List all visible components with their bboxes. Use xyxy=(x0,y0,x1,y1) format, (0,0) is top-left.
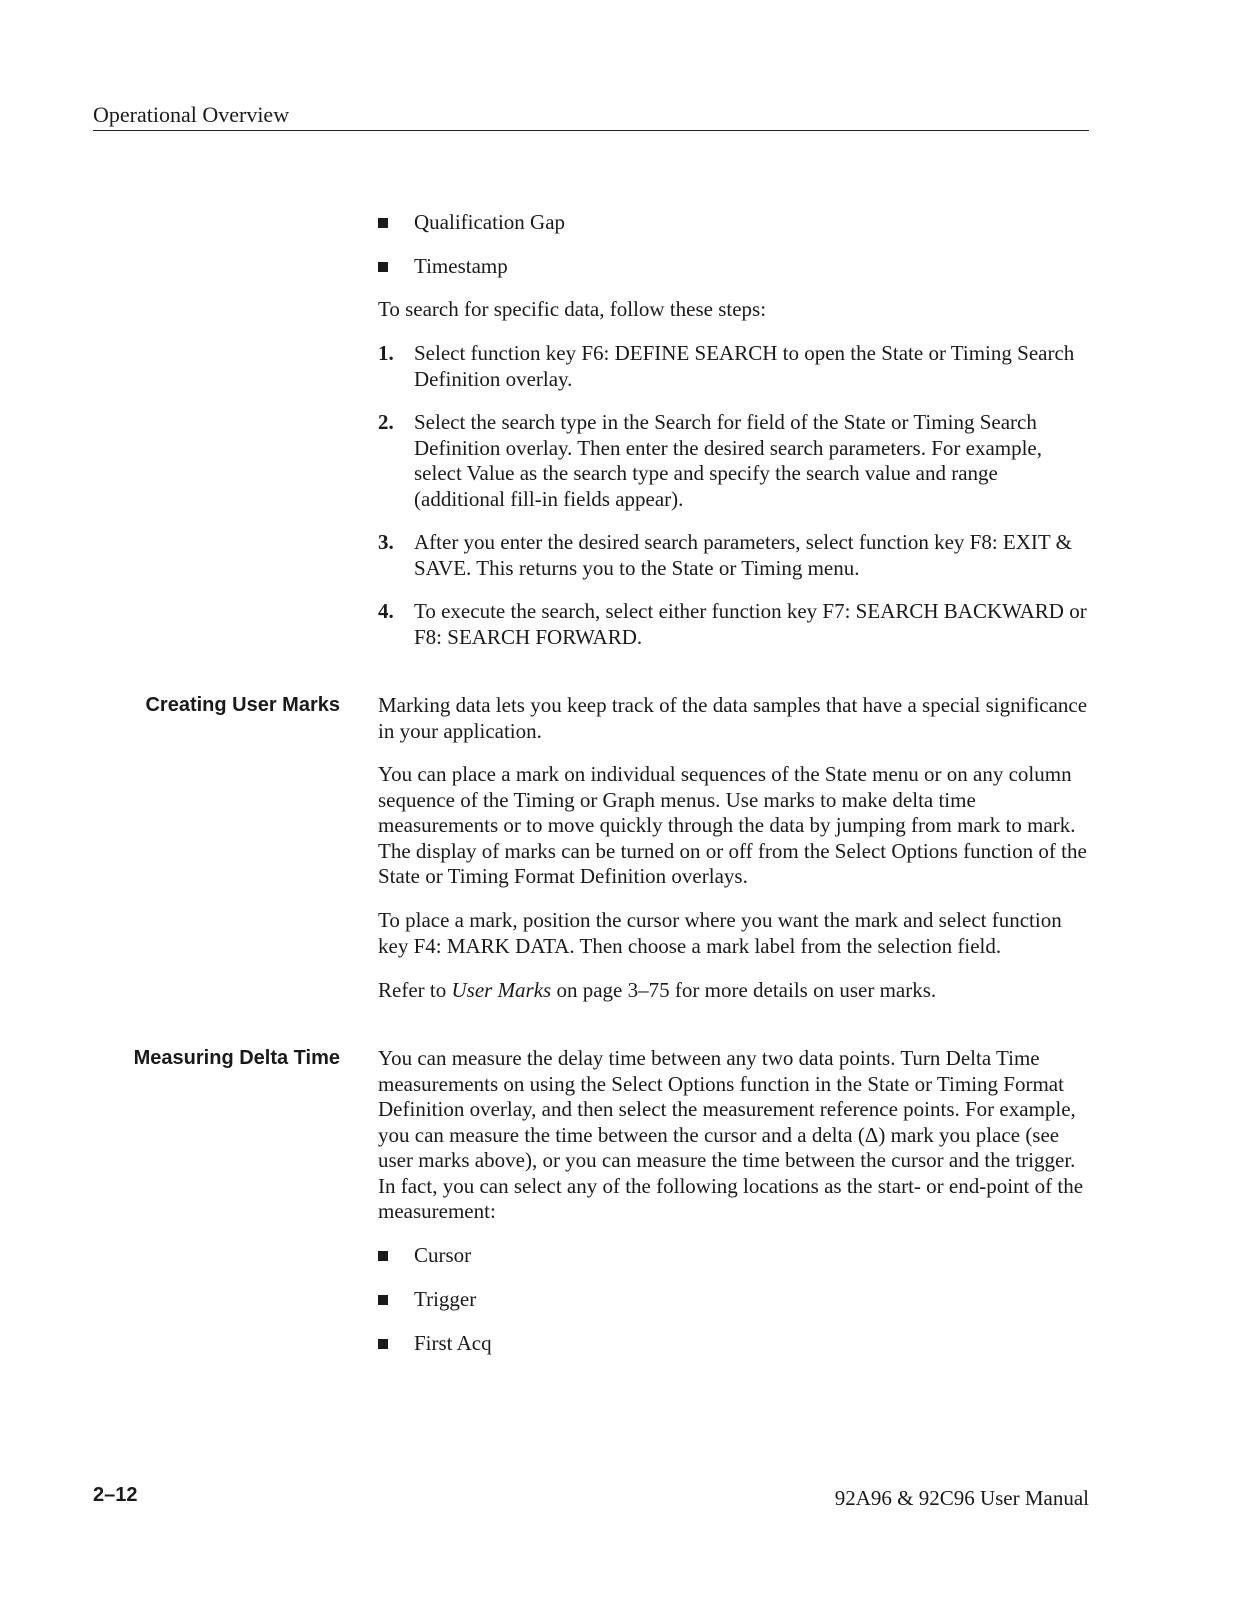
manual-title: 92A96 & 92C96 User Manual xyxy=(834,1486,1089,1510)
section-heading-delta-time: Measuring Delta Time xyxy=(133,1047,340,1069)
user-marks-para-4: Refer to User Marks on page 3–75 for more details on user marks. xyxy=(378,978,937,1002)
bullet-square-icon xyxy=(378,1295,388,1305)
delta-time-para-1: You can measure the delay time between any two data points. Turn Delta Time measurements on using the Select Options function in the State or Timing Format Definition overlay, and then select the measurement reference points. For example, you can measure the time between the cursor and a delta (Δ) mark you place (see user marks above), or you can measure the time between the cursor and the trigger. In fact, you can select any of the following locations as the start- or end-point of the measurement: xyxy=(378,1046,1084,1223)
step-text: After you enter the desired search parameters, select function key F8: EXIT & SAVE. This returns you to the State or Timing menu. xyxy=(414,530,1072,580)
section-heading-user-marks: Creating User Marks xyxy=(145,694,340,716)
running-header xyxy=(93,102,1089,131)
search-intro: To search for specific data, follow these steps: xyxy=(378,297,767,321)
step-item xyxy=(378,599,1090,650)
bullet-square-icon xyxy=(378,1339,388,1349)
bullet-square-icon xyxy=(378,218,388,228)
step-item xyxy=(378,410,1090,512)
page-number: 2–12 xyxy=(93,1484,138,1506)
user-marks-para-2: You can place a mark on individual sequences of the State menu or on any column sequence of the Timing or Graph menus. Use marks to make delta time measurements or to move quickly through the data by jumping from mark to mark. The display of marks can be turned on or off from the Select Options function of the State or Timing Format Definition overlays. xyxy=(378,762,1087,888)
step-text: To execute the search, select either function key F7: SEARCH BACKWARD or F8: SEARCH FORWARD. xyxy=(414,599,1087,649)
step-number: 4. xyxy=(378,599,394,623)
step-item xyxy=(378,341,1090,392)
user-marks-para-1: Marking data lets you keep track of the data samples that have a special significance in your application. xyxy=(378,693,1088,743)
bullet-square-icon xyxy=(378,262,388,272)
header-title: Operational Overview xyxy=(93,102,290,127)
step-item xyxy=(378,530,1090,581)
step-number: 1. xyxy=(378,341,394,365)
step-number: 3. xyxy=(378,530,394,554)
bullet-square-icon xyxy=(378,1251,388,1261)
step-text: Select function key F6: DEFINE SEARCH to open the State or Timing Search Definition overlay. xyxy=(414,341,1075,391)
user-marks-para-3: To place a mark, position the cursor where you want the mark and select function key F4: MARK DATA. Then choose a mark label from the selection field. xyxy=(378,908,1062,958)
cross-reference: User Marks xyxy=(451,978,552,1002)
step-number: 2. xyxy=(378,410,394,434)
step-text: Select the search type in the Search for field of the State or Timing Search Definition overlay. Then enter the desired search parameters. For example, select Value as the search type and specify the search value and range (additional fill-in fields appear). xyxy=(414,410,1043,511)
